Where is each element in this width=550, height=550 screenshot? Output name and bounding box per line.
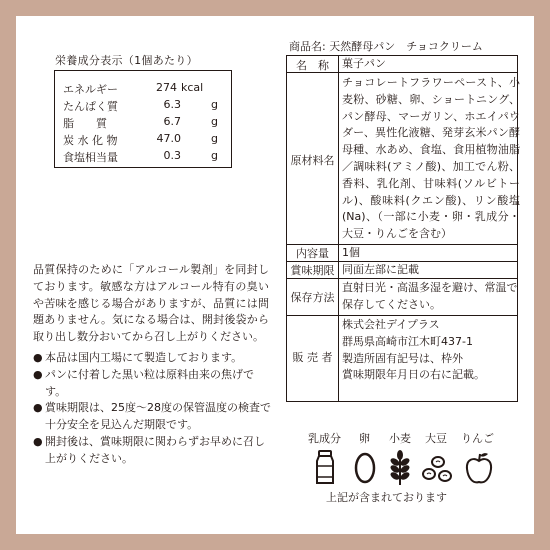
row-label-storage: 保存方法 (290, 291, 335, 304)
nutrition-title: 栄養成分表示（1個あたり） (55, 54, 198, 67)
nutrition-value: 6.7 (163, 115, 181, 128)
nutrition-value: 47.0 (156, 132, 181, 145)
row-value-best-before: 同面左部に記載 (342, 263, 419, 276)
row-value-storage: 直射日光・高温多湿を避け、常温で保存してください。 (342, 281, 518, 311)
milk-bottle-icon (313, 450, 337, 486)
note-text: 開封後は、賞味期限に関わらずお早めに召し上がりください。 (45, 434, 265, 465)
nutrition-unit: kcal (181, 81, 204, 94)
nutrition-name: 脂 質 (63, 117, 107, 130)
apple-icon (464, 450, 494, 486)
note-item (33, 350, 273, 367)
row-label-name: 名 称 (296, 59, 329, 72)
row-label-best-before: 賞味期限 (290, 264, 335, 277)
allergen-label-egg: 卵 (359, 432, 370, 445)
nutrition-row-salt (55, 149, 231, 167)
row-value-name: 菓子パン (342, 57, 386, 70)
egg-icon (354, 450, 376, 484)
allergen-label-soy: 大豆 (425, 432, 447, 445)
note-text: 賞味期限は、25度〜28度の保管温度の検査で十分安全を見込んだ期限です。 (45, 401, 271, 432)
nutrition-value: 274 (156, 81, 177, 94)
nutrition-name: たんぱく質 (63, 100, 118, 113)
bullet-icon: ● (33, 434, 43, 448)
wheat-icon (387, 450, 413, 486)
nutrition-row-fat (55, 115, 231, 133)
table-divider (338, 56, 339, 401)
note-text: 本品は国内工場にて製造しております。 (45, 351, 243, 364)
nutrition-row-carbohydrate (55, 132, 231, 150)
bullet-icon: ● (33, 401, 43, 415)
row-label-contents: 内容量 (296, 247, 329, 260)
row-value-contents: 1個 (342, 246, 360, 259)
allergen-label-milk: 乳成分 (308, 432, 341, 445)
row-value-ingredients: チョコレートフラワーペースト、小麦粉、砂糖、卵、ショートニング、パン酵母、マーガリン、ホエイパウダー、異性化液糖、発芽玄米パン酵母種、水あめ、食塩、食用植物油脂／調味料(アミノ酸)、加工でん粉、香料、乳化剤、甘味料(ソルビトール)、酸味料(クエン酸)、リン酸塩(Na)、（一部に小麦・卵・乳成分・大豆・りんごを含む） (342, 76, 520, 241)
note-text: パンに付着した黒い粒は原料由来の焦げです。 (45, 367, 254, 398)
nutrition-unit: g (211, 149, 218, 162)
nutrition-name: エネルギー (63, 83, 118, 96)
bullet-icon: ● (33, 351, 43, 364)
nutrition-value: 6.3 (163, 98, 181, 111)
product-info-table (286, 55, 518, 402)
product-name-value: 天然酵母パン チョコクリーム (329, 40, 483, 53)
note-item (33, 367, 273, 401)
nutrition-table (54, 70, 232, 168)
alcohol-preservative-notice: 品質保持のために「アルコール製剤」を同封しております。敏感な方はアルコール特有の臭いや苦味を感じる場合がありますが、品質には問題ありません。気になる場合は、開封後袋から取り出し数分おいてから召し上がりください。 (33, 263, 269, 344)
row-label-seller: 販 売 者 (292, 351, 333, 364)
bullet-icon: ● (33, 367, 43, 381)
allergen-label-apple: りんご (461, 432, 494, 445)
row-value-seller: 株式会社デイプラス 群馬県高崎市江木町437-1 製造所固有記号は、枠外 賞味期限年月日の右に記載。 (342, 318, 485, 382)
notes-list (33, 350, 273, 468)
nutrition-name: 炭 水 化 物 (63, 134, 118, 147)
allergen-caption: 上記が含まれております (326, 491, 447, 504)
nutrition-value: 0.3 (163, 149, 181, 162)
note-item (33, 434, 273, 468)
product-name-label: 商品名: (289, 40, 326, 53)
soybean-icon (420, 450, 456, 486)
nutrition-row-protein (55, 98, 231, 116)
product-name (289, 38, 483, 54)
nutrition-unit: g (211, 98, 218, 111)
nutrition-row-energy (55, 81, 231, 99)
row-label-ingredients: 原材料名 (290, 154, 335, 167)
note-item (33, 400, 273, 434)
nutrition-unit: g (211, 115, 218, 128)
allergen-label-wheat: 小麦 (389, 432, 411, 445)
nutrition-name: 食塩相当量 (63, 151, 118, 164)
table-divider (287, 315, 517, 316)
nutrition-unit: g (211, 132, 218, 145)
